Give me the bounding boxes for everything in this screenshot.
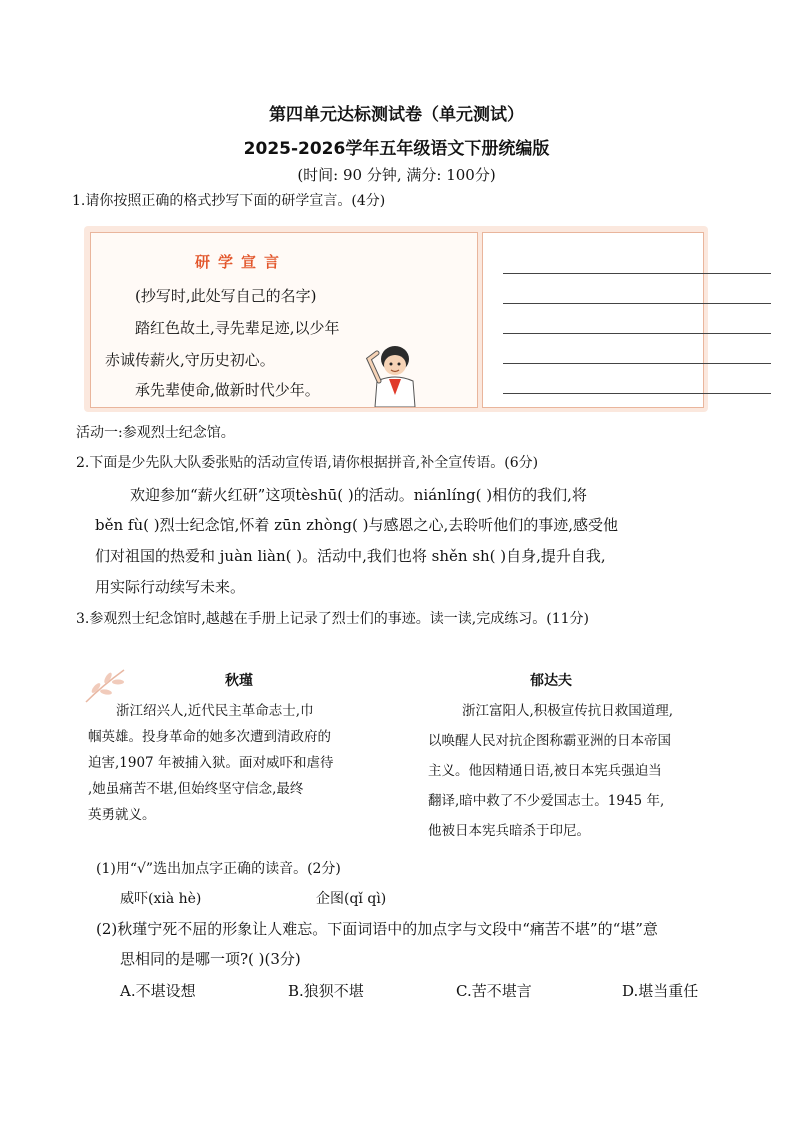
sub-question-2-line-1: (2)秋瑾宁死不屈的形象让人难忘。下面词语中的加点字与文段中“痛苦不堪”的“堪”意 [96, 920, 658, 938]
writing-line-5[interactable] [503, 393, 771, 394]
saluting-student-illustration [357, 341, 437, 407]
qiujin-line-1: 浙江绍兴人,近代民主革命志士,巾 [116, 703, 314, 719]
declaration-line-2: 踏红色故土,寻先辈足迹,以少年 [135, 319, 340, 337]
question-2-line-3: 们对祖国的热爱和 juàn liàn( )。活动中,我们也将 shěn sh( )自身,提升自我, [95, 547, 606, 565]
qiujin-line-4: ,她虽痛苦不堪,但始终坚守信念,最终 [88, 781, 304, 797]
declaration-line-1: (抄写时,此处写自己的名字) [135, 287, 317, 305]
question-2-line-1: 欢迎参加“薪火红研”这项tèshū( )的活动。niánlíng( )相仿的我们,将 [130, 486, 587, 504]
declaration-line-3: 赤诚传薪火,守历史初心。 [105, 351, 275, 369]
question-2-line-2: běn fù( )烈士纪念馆,怀着 zūn zhòng( )与感恩之心,去聆听他们的事迹,感受他 [95, 516, 618, 534]
qiujin-heading: 秋瑾 [225, 673, 253, 689]
reading-choice-weihe[interactable]: 威吓(xià hè) [120, 891, 202, 907]
question-3-prompt: 3.参观烈士纪念馆时,越越在手册上记录了烈士们的事迹。读一读,完成练习。(11分) [76, 611, 589, 627]
declaration-card [84, 226, 708, 412]
qiujin-line-3: 迫害,1907 年被捕入狱。面对威吓和虐待 [88, 755, 334, 771]
question-2-prompt: 2.下面是少先队大队委张贴的活动宣传语,请你根据拼音,补全宣传语。(6分) [76, 455, 539, 471]
option-b[interactable]: B.狼狈不堪 [288, 982, 364, 1000]
declaration-line-4: 承先辈使命,做新时代少年。 [135, 381, 320, 399]
question-2-line-4: 用实际行动续写未来。 [95, 578, 246, 596]
copy-writing-panel[interactable] [482, 232, 704, 408]
sub-question-1: (1)用“√”选出加点字正确的读音。(2分) [96, 861, 341, 877]
activity-1-label: 活动一:参观烈士纪念馆。 [76, 425, 235, 441]
question-1-prompt: 1.请你按照正确的格式抄写下面的研学宣言。(4分) [72, 193, 386, 209]
yudafu-line-2: 以唤醒人民对抗企图称霸亚洲的日本帝国 [428, 733, 671, 749]
writing-line-3[interactable] [503, 333, 771, 334]
reading-choice-qitu[interactable]: 企图(qǐ qì) [316, 891, 387, 907]
yudafu-line-1: 浙江富阳人,积极宣传抗日救国道理, [462, 703, 674, 719]
declaration-text-panel [90, 232, 478, 408]
option-a[interactable]: A.不堪设想 [120, 982, 196, 1000]
qiujin-line-5: 英勇就义。 [88, 807, 156, 823]
writing-line-4[interactable] [503, 363, 771, 364]
sub-question-2-line-2: 思相同的是哪一项?( )(3分) [120, 950, 301, 968]
yudafu-passage [428, 696, 673, 846]
qiujin-line-2: 帼英雄。投身革命的她多次遭到清政府的 [88, 729, 331, 745]
option-d[interactable]: D.堪当重任 [622, 982, 699, 1000]
yudafu-line-3: 主义。他因精通日语,被日本宪兵强迫当 [428, 763, 662, 779]
exam-title-line2: 2025-2026学年五年级语文下册统编版 [243, 139, 550, 159]
writing-line-1[interactable] [503, 273, 771, 274]
yudafu-line-4: 翻译,暗中救了不少爱国志士。1945 年, [428, 793, 665, 809]
qiujin-passage [88, 698, 333, 828]
option-c[interactable]: C.苦不堪言 [456, 982, 532, 1000]
writing-line-2[interactable] [503, 303, 771, 304]
exam-title-line1: 第四单元达标测试卷（单元测试） [269, 105, 524, 125]
yudafu-line-5: 他被日本宪兵暗杀于印尼。 [428, 823, 590, 839]
yudafu-heading: 郁达夫 [530, 673, 572, 689]
declaration-title: 研学宣言 [194, 253, 287, 271]
time-info: (时间: 90 分钟, 满分: 100分) [297, 166, 496, 184]
